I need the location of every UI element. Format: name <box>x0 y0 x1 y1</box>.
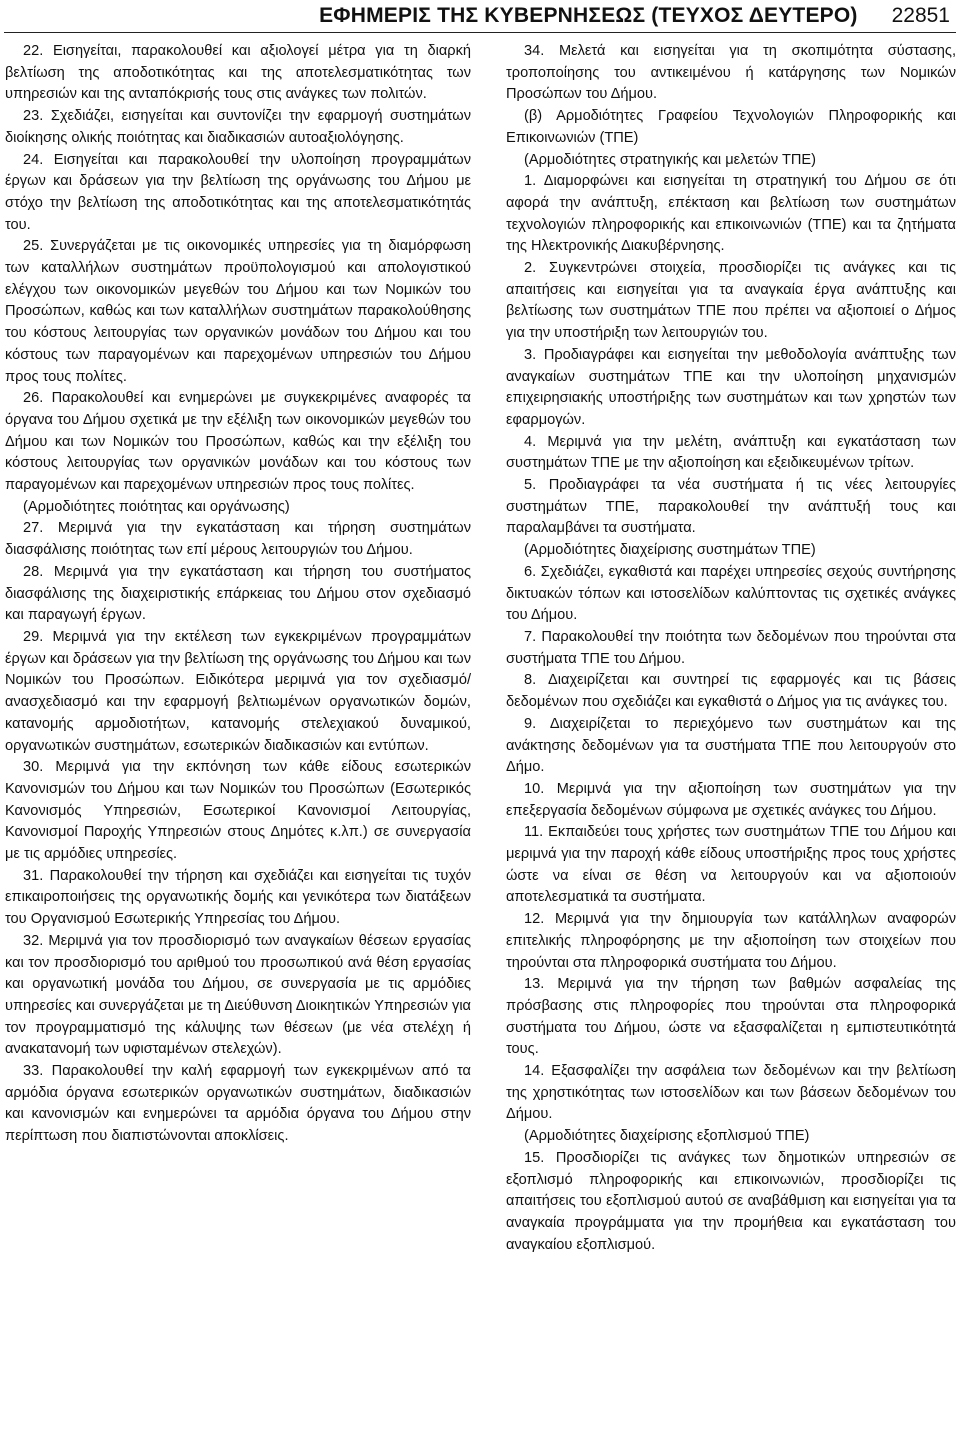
paragraph-ict-1: 1. Διαμορφώνει και εισηγείται τη στρατηγική του Δήμου σε ότι αφορά την ανάπτυξη, επέκταση και βελτίωση των συστημάτων τεχνολογιών πληροφορικής και επικοινωνιών (ΤΠΕ) και τα ζητήματα της Ηλεκτρονικής Διακυβέρνησης. <box>506 173 956 255</box>
section-heading-ict-strategy: (Αρμοδιότητες στρατηγικής και μελετών ΤΠΕ) <box>524 151 817 168</box>
paragraph-32: 32. Μεριμνά για τον προσδιορισμό των αναγκαίων θέσεων εργασίας και τον προσδιορισμό του αριθμού του προσωπικού ανά θέση εργασίας και οργανωτική μονάδα του Δήμου, σε συνεργασία με τις αρμόδιες υπηρεσίες και συνεργάζεται με τη Διεύθυνση Διοικητικών Υπηρεσιών για τον προγραμματισμό της κάλυψης των θέσεων (με νέα στελέχη ή ανακατανομή των υφισταμένων στελεχών). <box>5 932 471 1058</box>
section-heading-ict-office: (β) Αρμοδιότητες Γραφείου Τεχνολογιών Πληροφορικής και Επικοινωνιών (ΤΠΕ) <box>506 108 956 146</box>
paragraph-ict-3: 3. Προδιαγράφει και εισηγείται την μεθοδολογία ανάπτυξης των αναγκαίων συστημάτων ΤΠΕ και την υλοποίηση μηχανισμών επιχειρησιακής υποστήριξης των συστημάτων και των χρηστών των εφαρμογών. <box>506 346 956 428</box>
page-header <box>0 0 960 32</box>
paragraph-ict-4: 4. Μεριμνά για την μελέτη, ανάπτυξη και εγκατάσταση των συστημάτων ΤΠΕ με την αξιοποίηση και εξειδικευμένων τρίτων. <box>506 433 956 472</box>
paragraph-30: 30. Μεριμνά για την εκπόνηση των κάθε είδους εσωτερικών Κανονισμών του Δήμου και των Νομικών του Προσώπων (Εσωτερικός Κανονισμός Υπηρεσιών, Εσωτερικοί Κανονισμοί Λειτουργίας, Κανονισμοί Παροχής Υπηρεσιών στους Δημότες κ.λπ.) σε συνεργασία με τις αρμόδιες υπηρεσίες. <box>5 759 471 863</box>
paragraph-25: 25. Συνεργάζεται με τις οικονομικές υπηρεσίες για τη διαμόρφωση των καταλλήλων συστημάτων προϋπολογισμού και απολογιστικού ελέγχου των οικονομικών μεγεθών του Δήμου και των Νομικών του Προσώπων, καθώς και των καταλλήλων συστημάτων παρακολούθησης του κόστους λειτουργίας των οργανικών μονάδων του Δήμου και του κόστους των παραγομένων και παρεχομένων υπηρεσιών του Δήμου προς τους πολίτες. <box>5 238 471 385</box>
paragraph-ict-9: 9. Διαχειρίζεται το περιεχόμενο των συστημάτων και της ανάκτησης δεδομένων για τα συστήματα ΤΠΕ που λειτουργούν στο Δήμο. <box>506 715 956 776</box>
paragraph-ict-12: 12. Μεριμνά για την δημιουργία των κατάλληλων αναφορών επιτελικής πληροφόρησης με την αξιοποίηση των στοιχείων που τηρούνται στα πληροφορικά συστήματα του Δήμου. <box>506 911 956 971</box>
paragraph-ict-11: 11. Εκπαιδεύει τους χρήστες των συστημάτων ΤΠΕ του Δήμου και μεριμνά για την παροχή κάθε είδους υποστήριξης προς τους χρήστες ώστε να είναι σε θέση να λειτουργούν και να αξιοποιούν αποτελεσματικά τα συστήματα. <box>506 824 956 906</box>
paragraph-ict-7: 7. Παρακολουθεί την ποιότητα των δεδομένων που τηρούνται στα συστήματα ΤΠΕ του Δήμου. <box>506 628 956 667</box>
paragraph-ict-2: 2. Συγκεντρώνει στοιχεία, προσδιορίζει τις ανάγκες και τις απαιτήσεις και εισηγείται για τα αναγκαία έργα ανάπτυξης και βελτίωσης των συστημάτων ΤΠΕ που πρέπει να αξιοποιεί ο Δήμος για την υποστήριξη των λειτουργιών του. <box>506 260 956 342</box>
paragraph-34: 34. Μελετά και εισηγείται για τη σκοπιμότητα σύστασης, τροποποίησης του αντικειμένου ή κατάργησης των Νομικών Προσώπων του Δήμου. <box>506 43 956 103</box>
section-heading-ict-equipment: (Αρμοδιότητες διαχείρισης εξοπλισμού ΤΠΕ) <box>524 1128 810 1145</box>
paragraph-33: 33. Παρακολουθεί την καλή εφαρμογή των εγκεκριμένων από τα αρμόδια όργανα εσωτερικών οργανωτικών συστημάτων, διαδικασιών και κανονισμών και ενημερώνει τα αρμόδια όργανα του Δήμου στην περίπτωση που διαπιστώνονται αποκλίσεις. <box>5 1063 471 1145</box>
paragraph-ict-5: 5. Προδιαγράφει τα νέα συστήματα ή τις νέες λειτουργίες συστημάτων ΤΠΕ, παρακολουθεί την ανάπτυξή τους και παραλαμβάνει τα συστήματα. <box>506 477 956 537</box>
paragraph-ict-6: 6. Σχεδιάζει, εγκαθιστά και παρέχει υπηρεσίες σεχούς συντήρησης δικτυακών τόπων και ιστοσελίδων καλύπτοντας τις σχετικές ανάγκες του Δήμου. <box>506 563 956 624</box>
paragraph-26: 26. Παρακολουθεί και ενημερώνει με συγκεκριμένες αναφορές τα όργανα του Δήμου σχετικά με την εξέλιξη των οικονομικών μεγεθών του Δήμου και των Νομικών του Προσώπων, καθώς και την εξέλιξη του κόστους λειτουργίας των οργανικών μονάδων και του κόστους των παραγομένων και παρεχομένων υπηρεσιών προς τους πολίτες. <box>5 390 471 494</box>
paragraph-24: 24. Εισηγείται και παρακολουθεί την υλοποίηση προγραμμάτων έργων και δράσεων για την βελτίωση της οργάνωσης του Δήμου με στόχο την βελτίωση της αποδοτικότητας και της αποτελεσματικότητάς του. <box>5 151 471 233</box>
paragraph-23: 23. Σχεδιάζει, εισηγείται και συντονίζει την εφαρμογή συστημάτων διοίκησης ολικής ποιότητας και διαδικασιών αυτοαξιολόγησης. <box>5 108 471 146</box>
header-rule <box>4 32 956 33</box>
paragraph-ict-13: 13. Μεριμνά για την τήρηση των βαθμών ασφαλείας της πρόσβασης στις πληροφορίες που τηρούνται στα πληροφορικά συστήματα του Δήμου, ώστε να εξασφαλίζεται η εμπιστευτικότητά τους. <box>506 976 956 1058</box>
paragraph-28: 28. Μεριμνά για την εγκατάσταση και τήρηση του συστήματος διασφάλισης της διαχειριστικής επάρκειας του Δήμου στον σχεδιασμό και παραγωγή έργων. <box>5 563 471 624</box>
paragraph-31: 31. Παρακολουθεί την τήρηση και σχεδιάζει και εισηγείται τις τυχόν επικαιροποιήσεις της οργανωτικής δομής και γενικότερα των διατάξεων του Οργανισμού Εσωτερικής Υπηρεσίας του Δήμου. <box>5 867 471 928</box>
paragraph-22: 22. Εισηγείται, παρακολουθεί και αξιολογεί μέτρα για τη διαρκή βελτίωση της αποδοτικότητας και της αποτελεσματικότητας των υπηρεσιών και της ανταπόκρισής τους στις ανάγκες των πολιτών. <box>5 43 471 103</box>
section-heading-ict-systems: (Αρμοδιότητες διαχείρισης συστημάτων ΤΠΕ) <box>524 542 816 559</box>
right-column <box>506 41 956 1256</box>
paragraph-ict-10: 10. Μεριμνά για την αξιοποίηση των συστημάτων για την επεξεργασία δεδομένων σύμφωνα με σχετικές ανάγκες του Δήμου. <box>506 780 956 819</box>
paragraph-ict-15: 15. Προσδιορίζει τις ανάγκες των δημοτικών υπηρεσιών σε εξοπλισμό πληροφορικής και επικοινωνιών, προσδιορίζει τις απαιτήσεις του εξοπλισμού αυτού σε αναβάθμιση και εισηγείται για τα αναγκαία προγράμματα για την προμήθεια και εγκατάσταση του αναγκαίου εξοπλισμού. <box>506 1149 956 1253</box>
section-heading-quality: (Αρμοδιότητες ποιότητας και οργάνωσης) <box>23 498 290 515</box>
paragraph-29: 29. Μεριμνά για την εκτέλεση των εγκεκριμένων προγραμμάτων έργων και δράσεων για την βελτίωση της οργάνωσης του Δήμου και των Νομικών του Προσώπων. Ειδικότερα μεριμνά για τον σχεδιασμό/ανασχεδιασμό και την εφαρμογή βελτιωμένων οργανωτικών δομών, κατανομής αρμοδιοτήτων, κατανομής στελεχιακού δυναμικού, οργανωτικών συστημάτων, εσωτερικών διαδικασιών και εντύπων. <box>5 628 471 754</box>
paragraph-ict-8: 8. Διαχειρίζεται και συντηρεί τις εφαρμογές και τις βάσεις δεδομένων που σχεδιάζει και εγκαθιστά ο Δήμος για τις ανάγκες του. <box>506 672 956 711</box>
gazette-title: ΕΦΗΜΕΡΙΣ ΤΗΣ ΚΥΒΕΡΝΗΣΕΩΣ (ΤΕΥΧΟΣ ΔΕΥΤΕΡΟ) <box>319 4 858 27</box>
paragraph-27: 27. Μεριμνά για την εγκατάσταση και τήρηση συστημάτων διασφάλισης ποιότητας των επί μέρους λειτουργιών του Δήμου. <box>5 520 471 559</box>
page-number: 22851 <box>891 4 950 27</box>
left-column <box>5 41 471 1148</box>
paragraph-ict-14: 14. Εξασφαλίζει την ασφάλεια των δεδομένων και την βελτίωση της χρηστικότητας των ιστοσελίδων και των βάσεων δεδομένων του Δήμου. <box>506 1063 956 1123</box>
